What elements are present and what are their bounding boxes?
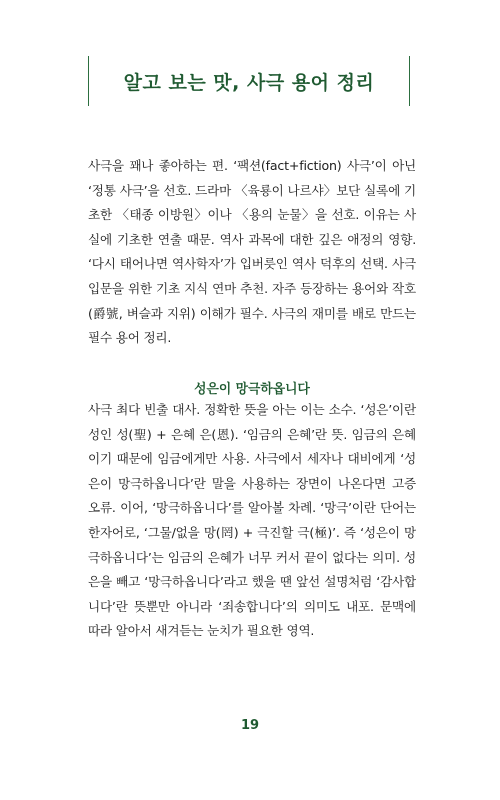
page-title: 알고 보는 맛, 사극 용어 정리 (123, 71, 375, 94)
section-body-paragraph: 사극 최다 빈출 대사. 정확한 뜻을 아는 이는 소수. ‘성은’이란 성인 성(聖) + 은혜 은(恩). ‘임금의 은혜’란 뜻. 임금의 은혜이기 때문에 임금에게만 사용. 사극에서 세자나 대비에게 ‘성은이 망극하옵니다’란 말을 사용하는 장면이 나온다면 고증 오류. 이어, ‘망극하옵니다’를 알아볼 차례. ‘망극’이란 단어는 한자어로, ‘그물/없을 망(罔) + 극진할 극(極)’. 즉 ‘성은이 망극하옵니다’는 임금의 은혜가 너무 커서 끝이 없다는 의미. 성은을 빼고 ‘망극하옵니다’라고 했을 땐 앞선 설명처럼 ‘감사합니다’란 뜻뿐만 아니라 ‘죄송합니다’의 의미도 내포. 문맥에 따라 알아서 새겨듣는 눈치가 필요한 영역. (88, 402, 416, 639)
intro-paragraph: 사극을 꽤나 좋아하는 편. ‘팩션(fact+fiction) 사극’이 아닌 ‘정통 사극’을 선호. 드라마 〈육룡이 나르샤〉보단 실록에 기초한 〈태종 이방원〉이나 〈용의 눈물〉을 선호. 이유는 사실에 기초한 연출 때문. 역사 과목에 대한 깊은 애정의 영향. ‘다시 태어나면 역사학자’가 입버릇인 역사 덕후의 선택. 사극 입문을 위한 기초 지식 연마 추천. 자주 등장하는 용어와 작호(爵號, 벼슬과 지위) 이해가 필수. 사극의 재미를 배로 만드는 필수 용어 정리. (88, 158, 416, 346)
page-number: 19 (240, 718, 260, 733)
section-heading: 성은이 망극하옵니다 (194, 382, 310, 397)
title-frame (88, 56, 410, 106)
